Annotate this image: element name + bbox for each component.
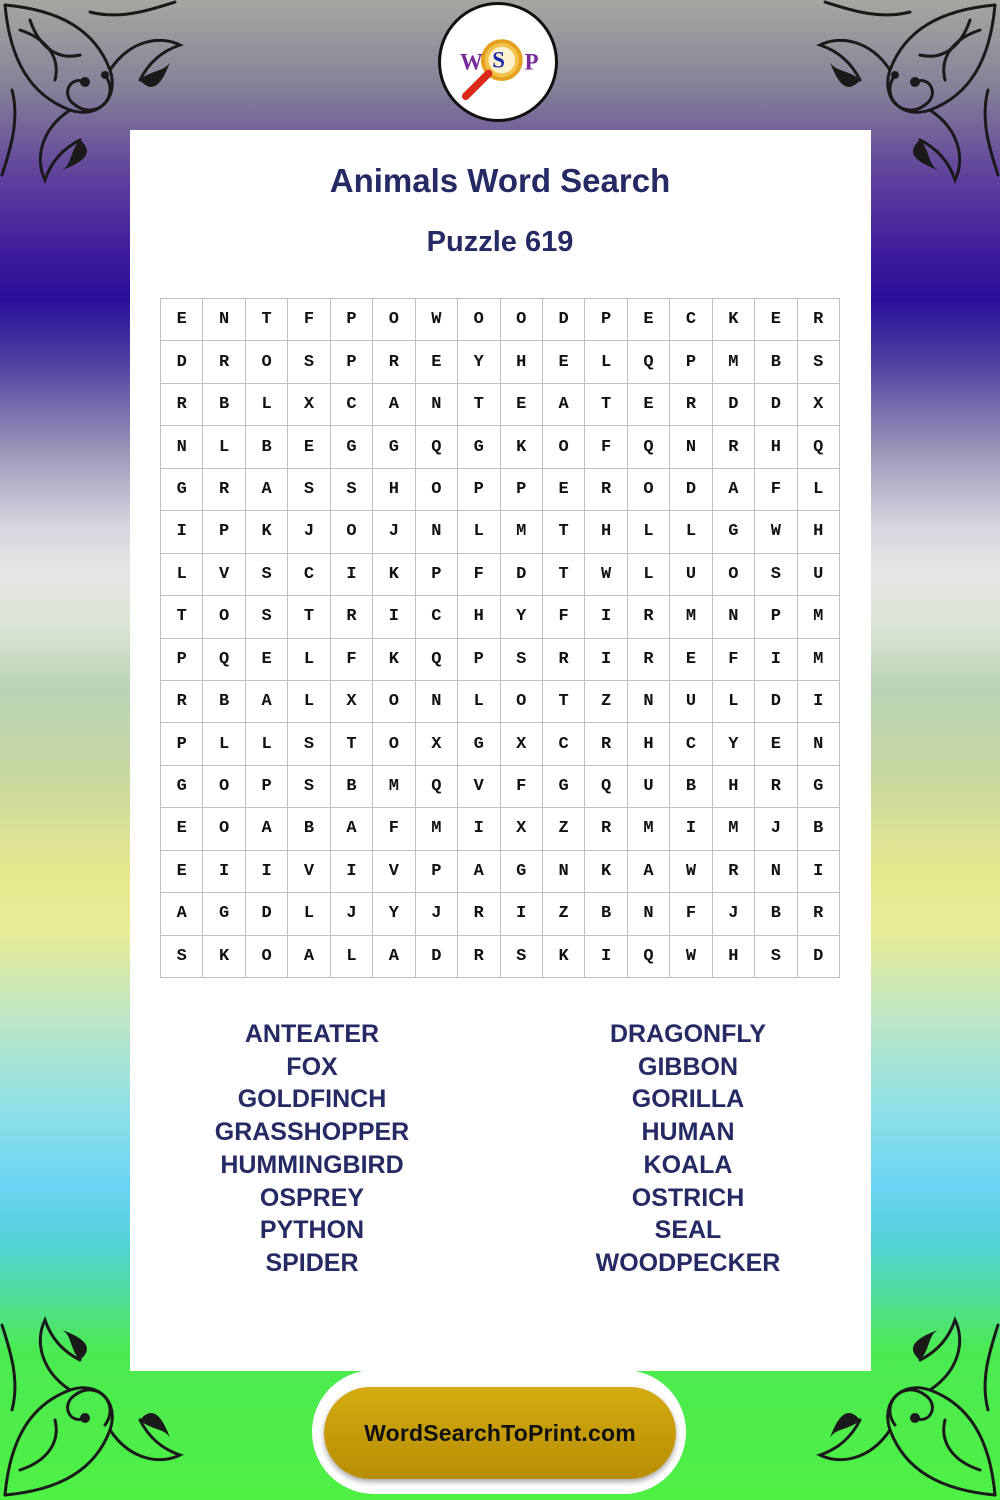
grid-cell: P bbox=[458, 639, 500, 681]
page-title: Animals Word Search bbox=[329, 162, 671, 199]
grid-cell: A bbox=[543, 384, 585, 426]
grid-cell: R bbox=[628, 596, 670, 638]
grid-cell: B bbox=[203, 681, 245, 723]
grid-cell: X bbox=[501, 808, 543, 850]
word-list-item: DRAGONFLY bbox=[609, 1020, 767, 1048]
grid-cell: T bbox=[288, 596, 330, 638]
grid-cell: S bbox=[246, 596, 288, 638]
grid-cell: U bbox=[670, 681, 712, 723]
grid-cell: T bbox=[458, 384, 500, 426]
grid-cell: O bbox=[246, 936, 288, 978]
grid-cell: O bbox=[713, 554, 755, 596]
grid-cell: X bbox=[798, 384, 840, 426]
grid-cell: R bbox=[585, 469, 627, 511]
grid-cell: O bbox=[203, 596, 245, 638]
grid-cell: R bbox=[161, 384, 203, 426]
grid-cell: D bbox=[798, 936, 840, 978]
grid-cell: T bbox=[161, 596, 203, 638]
grid-cell: L bbox=[628, 554, 670, 596]
grid-cell: Z bbox=[543, 808, 585, 850]
grid-cell: G bbox=[458, 723, 500, 765]
grid-cell: O bbox=[501, 681, 543, 723]
grid-cell: I bbox=[331, 554, 373, 596]
grid-cell: R bbox=[798, 893, 840, 935]
grid-cell: F bbox=[501, 766, 543, 808]
grid-cell: F bbox=[543, 596, 585, 638]
grid-cell: I bbox=[246, 851, 288, 893]
grid-cell: N bbox=[161, 426, 203, 468]
word-list-item: GORILLA bbox=[631, 1085, 745, 1114]
grid-cell: D bbox=[755, 384, 797, 426]
grid-cell: V bbox=[373, 851, 415, 893]
grid-cell: W bbox=[755, 511, 797, 553]
grid-cell: O bbox=[628, 469, 670, 511]
grid-cell: K bbox=[501, 426, 543, 468]
grid-cell: G bbox=[798, 766, 840, 808]
site-link-button[interactable]: WordSearchToPrint.com bbox=[324, 1387, 676, 1479]
grid-cell: E bbox=[501, 384, 543, 426]
grid-cell: A bbox=[288, 936, 330, 978]
grid-cell: B bbox=[288, 808, 330, 850]
grid-cell: B bbox=[798, 808, 840, 850]
grid-cell: S bbox=[798, 341, 840, 383]
grid-cell: R bbox=[161, 681, 203, 723]
grid-cell: P bbox=[670, 341, 712, 383]
grid-cell: L bbox=[628, 511, 670, 553]
grid-cell: H bbox=[798, 511, 840, 553]
grid-cell: D bbox=[543, 299, 585, 341]
grid-cell: X bbox=[416, 723, 458, 765]
grid-cell: O bbox=[416, 469, 458, 511]
grid-cell: C bbox=[416, 596, 458, 638]
grid-cell: X bbox=[288, 384, 330, 426]
word-list-item: KOALA bbox=[643, 1150, 733, 1179]
grid-cell: U bbox=[628, 766, 670, 808]
grid-cell: W bbox=[416, 299, 458, 341]
grid-cell: Z bbox=[543, 893, 585, 935]
grid-cell: I bbox=[161, 511, 203, 553]
grid-cell: N bbox=[670, 426, 712, 468]
grid-cell: D bbox=[670, 469, 712, 511]
grid-cell: H bbox=[713, 766, 755, 808]
grid-cell: G bbox=[203, 893, 245, 935]
grid-cell: K bbox=[585, 851, 627, 893]
grid-cell: E bbox=[628, 299, 670, 341]
grid-cell: E bbox=[246, 639, 288, 681]
word-list-item: ANTEATER bbox=[244, 1020, 380, 1048]
grid-cell: M bbox=[670, 596, 712, 638]
grid-cell: E bbox=[543, 341, 585, 383]
grid-cell: I bbox=[755, 639, 797, 681]
grid-cell: L bbox=[203, 723, 245, 765]
grid-cell: Q bbox=[416, 426, 458, 468]
grid-cell: I bbox=[670, 808, 712, 850]
grid-cell: B bbox=[203, 384, 245, 426]
grid-cell: K bbox=[373, 554, 415, 596]
word-list-item: OSTRICH bbox=[631, 1183, 745, 1212]
grid-cell: O bbox=[373, 681, 415, 723]
grid-cell: S bbox=[501, 936, 543, 978]
grid-cell: P bbox=[331, 299, 373, 341]
word-list-left bbox=[162, 1018, 462, 1280]
grid-cell: Q bbox=[798, 426, 840, 468]
grid-cell: R bbox=[458, 893, 500, 935]
grid-cell: R bbox=[543, 639, 585, 681]
grid-cell: A bbox=[458, 851, 500, 893]
grid-cell: R bbox=[670, 384, 712, 426]
grid-cell: S bbox=[288, 469, 330, 511]
word-list-item: FOX bbox=[286, 1052, 338, 1081]
grid-cell: T bbox=[331, 723, 373, 765]
word-list-item: GIBBON bbox=[638, 1052, 738, 1081]
letter-grid bbox=[160, 298, 840, 978]
word-list-item: OSPREY bbox=[259, 1183, 365, 1212]
grid-cell: K bbox=[203, 936, 245, 978]
grid-cell: O bbox=[331, 511, 373, 553]
grid-cell: R bbox=[331, 596, 373, 638]
grid-cell: O bbox=[373, 299, 415, 341]
grid-cell: A bbox=[246, 808, 288, 850]
grid-cell: S bbox=[501, 639, 543, 681]
grid-cell: U bbox=[670, 554, 712, 596]
grid-cell: P bbox=[331, 341, 373, 383]
grid-cell: G bbox=[458, 426, 500, 468]
grid-cell: H bbox=[628, 723, 670, 765]
grid-cell: L bbox=[203, 426, 245, 468]
grid-cell: L bbox=[288, 893, 330, 935]
grid-cell: T bbox=[543, 681, 585, 723]
grid-cell: K bbox=[713, 299, 755, 341]
site-logo[interactable] bbox=[438, 2, 558, 122]
grid-cell: L bbox=[713, 681, 755, 723]
word-list-item: HUMAN bbox=[641, 1118, 735, 1147]
grid-cell: H bbox=[458, 596, 500, 638]
grid-cell: P bbox=[755, 596, 797, 638]
grid-cell: E bbox=[416, 341, 458, 383]
grid-cell: A bbox=[373, 384, 415, 426]
grid-cell: Z bbox=[585, 681, 627, 723]
grid-cell: L bbox=[585, 341, 627, 383]
grid-cell: T bbox=[585, 384, 627, 426]
word-list-item: GOLDFINCH bbox=[237, 1085, 387, 1114]
grid-cell: C bbox=[543, 723, 585, 765]
grid-cell: M bbox=[501, 511, 543, 553]
grid-cell: R bbox=[628, 639, 670, 681]
grid-cell: F bbox=[458, 554, 500, 596]
grid-cell: L bbox=[458, 511, 500, 553]
grid-cell: D bbox=[246, 893, 288, 935]
logo-letter-w: W bbox=[460, 49, 483, 75]
grid-cell: N bbox=[416, 384, 458, 426]
logo-letter-p: P bbox=[524, 49, 539, 75]
word-list-right bbox=[538, 1018, 838, 1280]
grid-cell: H bbox=[501, 341, 543, 383]
grid-cell: G bbox=[713, 511, 755, 553]
grid-cell: X bbox=[501, 723, 543, 765]
grid-cell: L bbox=[288, 681, 330, 723]
grid-cell: R bbox=[755, 766, 797, 808]
grid-cell: Q bbox=[416, 766, 458, 808]
word-list-item: HUMMINGBIRD bbox=[220, 1150, 404, 1179]
grid-cell: M bbox=[713, 341, 755, 383]
grid-cell: N bbox=[628, 681, 670, 723]
grid-cell: O bbox=[458, 299, 500, 341]
grid-cell: N bbox=[628, 893, 670, 935]
grid-cell: H bbox=[373, 469, 415, 511]
grid-cell: G bbox=[161, 469, 203, 511]
grid-cell: V bbox=[458, 766, 500, 808]
grid-cell: R bbox=[585, 723, 627, 765]
grid-cell: F bbox=[755, 469, 797, 511]
grid-cell: R bbox=[458, 936, 500, 978]
grid-cell: O bbox=[203, 766, 245, 808]
grid-cell: R bbox=[798, 299, 840, 341]
grid-cell: B bbox=[755, 341, 797, 383]
grid-cell: G bbox=[331, 426, 373, 468]
puzzle-number: Puzzle 619 bbox=[426, 226, 574, 258]
grid-cell: B bbox=[246, 426, 288, 468]
grid-cell: Q bbox=[628, 341, 670, 383]
grid-cell: B bbox=[670, 766, 712, 808]
grid-cell: F bbox=[288, 299, 330, 341]
grid-cell: V bbox=[203, 554, 245, 596]
grid-cell: F bbox=[373, 808, 415, 850]
grid-cell: S bbox=[288, 766, 330, 808]
grid-cell: W bbox=[670, 936, 712, 978]
grid-cell: D bbox=[713, 384, 755, 426]
grid-cell: G bbox=[543, 766, 585, 808]
grid-cell: F bbox=[331, 639, 373, 681]
grid-cell: E bbox=[670, 639, 712, 681]
grid-cell: R bbox=[203, 341, 245, 383]
grid-cell: I bbox=[585, 596, 627, 638]
grid-cell: M bbox=[373, 766, 415, 808]
grid-cell: Y bbox=[501, 596, 543, 638]
grid-cell: D bbox=[161, 341, 203, 383]
grid-cell: U bbox=[798, 554, 840, 596]
word-list-item: WOODPECKER bbox=[595, 1248, 781, 1277]
grid-cell: T bbox=[543, 554, 585, 596]
grid-cell: S bbox=[755, 554, 797, 596]
grid-cell: B bbox=[755, 893, 797, 935]
grid-cell: J bbox=[713, 893, 755, 935]
grid-cell: R bbox=[373, 341, 415, 383]
grid-cell: L bbox=[331, 936, 373, 978]
grid-cell: W bbox=[585, 554, 627, 596]
grid-cell: M bbox=[798, 639, 840, 681]
grid-cell: J bbox=[331, 893, 373, 935]
grid-cell: E bbox=[543, 469, 585, 511]
grid-cell: I bbox=[373, 596, 415, 638]
grid-cell: O bbox=[373, 723, 415, 765]
grid-cell: C bbox=[331, 384, 373, 426]
grid-cell: A bbox=[246, 681, 288, 723]
grid-cell: P bbox=[458, 469, 500, 511]
word-list-item: PYTHON bbox=[259, 1216, 365, 1245]
grid-cell: R bbox=[713, 426, 755, 468]
grid-cell: S bbox=[288, 341, 330, 383]
grid-cell: S bbox=[246, 554, 288, 596]
grid-cell: L bbox=[161, 554, 203, 596]
grid-cell: W bbox=[670, 851, 712, 893]
grid-cell: M bbox=[713, 808, 755, 850]
grid-cell: Y bbox=[458, 341, 500, 383]
grid-cell: I bbox=[585, 936, 627, 978]
grid-cell: R bbox=[713, 851, 755, 893]
grid-cell: N bbox=[798, 723, 840, 765]
grid-cell: I bbox=[203, 851, 245, 893]
grid-cell: V bbox=[288, 851, 330, 893]
grid-cell: B bbox=[585, 893, 627, 935]
grid-cell: I bbox=[331, 851, 373, 893]
grid-cell: E bbox=[161, 808, 203, 850]
grid-cell: T bbox=[543, 511, 585, 553]
word-list-item: SPIDER bbox=[265, 1248, 359, 1277]
grid-cell: J bbox=[755, 808, 797, 850]
grid-cell: G bbox=[161, 766, 203, 808]
grid-cell: A bbox=[246, 469, 288, 511]
grid-cell: B bbox=[331, 766, 373, 808]
grid-cell: K bbox=[246, 511, 288, 553]
grid-cell: P bbox=[246, 766, 288, 808]
grid-cell: S bbox=[288, 723, 330, 765]
grid-cell: M bbox=[628, 808, 670, 850]
magnifier-icon bbox=[441, 5, 555, 119]
grid-cell: N bbox=[713, 596, 755, 638]
grid-cell: T bbox=[246, 299, 288, 341]
grid-cell: E bbox=[755, 723, 797, 765]
grid-cell: O bbox=[246, 341, 288, 383]
grid-cell: G bbox=[501, 851, 543, 893]
grid-cell: I bbox=[458, 808, 500, 850]
grid-cell: A bbox=[373, 936, 415, 978]
grid-cell: S bbox=[161, 936, 203, 978]
grid-cell: S bbox=[755, 936, 797, 978]
grid-cell: L bbox=[670, 511, 712, 553]
grid-cell: H bbox=[585, 511, 627, 553]
grid-cell: Q bbox=[628, 426, 670, 468]
grid-cell: L bbox=[798, 469, 840, 511]
grid-cell: R bbox=[203, 469, 245, 511]
grid-cell: E bbox=[628, 384, 670, 426]
grid-cell: A bbox=[161, 893, 203, 935]
grid-cell: E bbox=[161, 299, 203, 341]
grid-cell: P bbox=[416, 554, 458, 596]
grid-cell: O bbox=[501, 299, 543, 341]
word-list-item: GRASSHOPPER bbox=[214, 1118, 410, 1147]
grid-cell: Q bbox=[416, 639, 458, 681]
grid-cell: Y bbox=[373, 893, 415, 935]
grid-cell: R bbox=[585, 808, 627, 850]
grid-cell: M bbox=[798, 596, 840, 638]
grid-cell: A bbox=[628, 851, 670, 893]
grid-cell: X bbox=[331, 681, 373, 723]
grid-cell: I bbox=[798, 681, 840, 723]
grid-cell: A bbox=[713, 469, 755, 511]
grid-cell: P bbox=[585, 299, 627, 341]
grid-cell: I bbox=[501, 893, 543, 935]
grid-cell: C bbox=[288, 554, 330, 596]
grid-cell: K bbox=[373, 639, 415, 681]
grid-cell: J bbox=[373, 511, 415, 553]
grid-cell: L bbox=[288, 639, 330, 681]
grid-cell: N bbox=[755, 851, 797, 893]
grid-cell: Q bbox=[585, 766, 627, 808]
grid-cell: I bbox=[798, 851, 840, 893]
grid-cell: O bbox=[543, 426, 585, 468]
grid-cell: P bbox=[161, 639, 203, 681]
grid-cell: E bbox=[288, 426, 330, 468]
grid-cell: Q bbox=[628, 936, 670, 978]
grid-cell: L bbox=[246, 723, 288, 765]
grid-cell: D bbox=[755, 681, 797, 723]
word-list-item: SEAL bbox=[654, 1216, 722, 1245]
grid-cell: D bbox=[416, 936, 458, 978]
grid-cell: J bbox=[416, 893, 458, 935]
grid-cell: N bbox=[203, 299, 245, 341]
grid-cell: P bbox=[416, 851, 458, 893]
grid-cell: Q bbox=[203, 639, 245, 681]
grid-cell: G bbox=[373, 426, 415, 468]
grid-cell: Y bbox=[713, 723, 755, 765]
grid-cell: C bbox=[670, 299, 712, 341]
grid-cell: M bbox=[416, 808, 458, 850]
grid-cell: F bbox=[713, 639, 755, 681]
grid-cell: F bbox=[670, 893, 712, 935]
grid-cell: P bbox=[203, 511, 245, 553]
grid-cell: K bbox=[543, 936, 585, 978]
grid-cell: F bbox=[585, 426, 627, 468]
grid-cell: J bbox=[288, 511, 330, 553]
grid-cell: L bbox=[458, 681, 500, 723]
grid-cell: S bbox=[331, 469, 373, 511]
grid-cell: N bbox=[416, 511, 458, 553]
grid-cell: D bbox=[501, 554, 543, 596]
grid-cell: C bbox=[670, 723, 712, 765]
grid-cell: E bbox=[161, 851, 203, 893]
grid-cell: H bbox=[755, 426, 797, 468]
grid-cell: E bbox=[755, 299, 797, 341]
grid-cell: H bbox=[713, 936, 755, 978]
grid-cell: A bbox=[331, 808, 373, 850]
grid-cell: O bbox=[203, 808, 245, 850]
grid-cell: N bbox=[543, 851, 585, 893]
grid-cell: P bbox=[501, 469, 543, 511]
grid-cell: I bbox=[585, 639, 627, 681]
grid-cell: N bbox=[416, 681, 458, 723]
grid-cell: L bbox=[246, 384, 288, 426]
logo-letter-s: S bbox=[492, 47, 505, 73]
grid-cell: P bbox=[161, 723, 203, 765]
